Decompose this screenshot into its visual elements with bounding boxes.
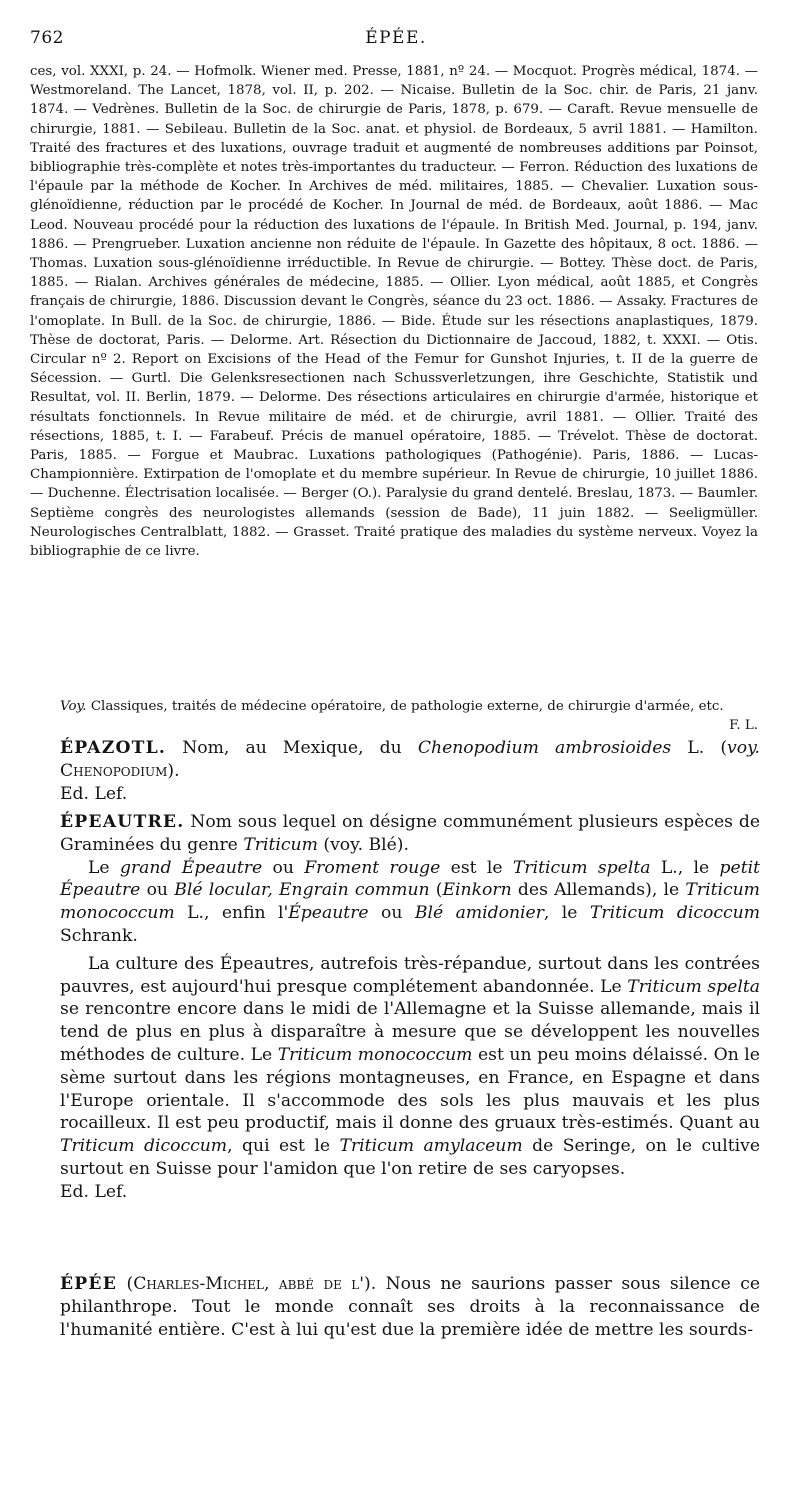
- p2-l: Einkorn: [442, 880, 512, 901]
- p2-k: (: [435, 880, 443, 901]
- p3-d: Triticum monococcum: [277, 1044, 473, 1065]
- p2-j: Blé locular, Engrain commun: [174, 880, 430, 901]
- p3-h: Triticum amylaceum: [339, 1136, 523, 1157]
- p2-a: Le: [88, 857, 110, 878]
- entry-epee: [60, 1273, 760, 1341]
- p2-h: petit Épeautre: [60, 857, 761, 901]
- p2-o: L., enfin l': [187, 903, 289, 924]
- p2-m: des Allemands), le: [517, 880, 680, 901]
- epazotl-paragraph: [60, 737, 760, 783]
- headword-epeautre: ÉPEAUTRE.: [60, 812, 185, 832]
- headword-epee: ÉPÉE: [60, 1274, 118, 1294]
- p2-d: Froment rouge: [304, 857, 441, 878]
- epee-paragraph: [60, 1273, 760, 1341]
- p3-f: Triticum dicoccum: [60, 1136, 228, 1157]
- p2-t: Triticum dicoccum: [589, 903, 760, 924]
- p2-f: Triticum spelta: [512, 857, 651, 878]
- bibliography-signature: F. L.: [729, 718, 758, 734]
- bibliography-voy: [30, 697, 758, 735]
- epazotl-ref: Chenopodium: [60, 760, 168, 781]
- p2-g: L., le: [660, 857, 710, 878]
- epeautre-p1-genus: Triticum: [243, 834, 318, 855]
- epazotl-voy: voy.: [727, 738, 760, 758]
- epeautre-p1-text: Nom sous lequel on désigne communément plusieurs espèces de Graminées du genre: [60, 812, 760, 855]
- p3-i: de Seringe, on le cultive surtout en Suisse pour l'amidon que l'on retire de ses caryopses.: [60, 1136, 760, 1179]
- p2-i: ou: [146, 880, 168, 901]
- epee-text: Nous ne saurions passer sous silence ce philanthrope. Tout le monde connaît ses droits à la reconnaissance de l'humanité entière. C'est à lui qu'est due la première idée de mettre les sourds-: [60, 1274, 760, 1340]
- bibliography-block: ces, vol. XXXI, p. 24. — Hofmolk. Wiener med. Presse, 1881, nº 24. — Mocquot. Progrès médical, 1874. — Westmoreland. The Lancet, 1878, vol. II, p. 202. — Nicaise. Bulletin de la Soc. chir. de Paris, 21 janv. 1874. — Vedrènes. Bulletin de la Soc. de chirurgie de Paris, 1878, p. 679. — Caraft. Revue mensuelle de chirurgie, 1881. — Sebileau. Bulletin de la Soc. anat. et physiol. de Bordeaux, 5 avril 1881. — Hamilton. Traité des fractures et des luxations, ouvrage traduit et augmenté de nombreuses additions par Poinsot, bibliographie très-complète et notes très-importantes du traducteur. — Ferron. Réduction des luxations de l'épaule par la méthode de Kocher. In Archives de méd. militaires, 1885. — Chevalier. Luxation sous-glénoïdienne, réduction par le procédé de Kocher. In Journal de méd. de Bordeaux, août 1886. — Mac Leod. Nouveau procédé pour la réduction des luxations de l'épaule. In British Med. Journal, p. 194, janv. 1886. — Prengrueber. Luxation ancienne non réduite de l'épaule. In Gazette des hôpitaux, 8 oct. 1886. — Thomas. Luxation sous-glénoïdienne irréductible. In Revue de chirurgie. — Bottey. Thèse doct. de Paris, 1885. — Rialan. Archives générales de médecine, 1885. — Ollier. Lyon médical, août 1885, et Congrès français de chirurgie, 1886. Discussion devant le Congrès, séance du 23 oct. 1886. — Assaky. Fractures de l'omoplate. In Bull. de la Soc. de chirurgie, 1886. — Bide. Étude sur les résections anaplastiques, 1879. Thèse de doctorat, Paris. — Delorme. Art. Résection du Dictionnaire de Jaccoud, 1882, t. XXXI. — Otis. Circular nº 2. Report on Excisions of the Head of the Femur for Gunshot Injuries, t. II de la guerre de Sécession. — Gurtl. Die Gelenksresectionen nach Schussverletzungen, ihre Geschichte, Statistik und Resultat, vol. II. Berlin, 1879. — Delorme. Des résections articulaires en chirurgie d'armée, historique et résultats fonctionnels. In Revue militaire de méd. et de chirurgie, avril 1881. — Ollier. Traité des résections, 1885, t. I. — Farabeuf. Précis de manuel opératoire, 1885. — Trévelot. Thèse de doctorat. Paris, 1885. — Forgue et Maubrac. Luxations pathologiques (Pathogénie). Paris, 1886. — Lucas-Championnière. Extirpation de l'omoplate et du membre supérieur. In Revue de chirurgie, 10 juillet 1886. — Duchenne. Électrisation localisée. — Berger (O.). Paralysie du grand dentelé. Breslau, 1873. — Baumler. Septième congrès des neurologistes allemands (session de Bade), 11 juin 1882. — Seeligmüller. Neurologisches Centralblatt, 1882. — Grasset. Traité pratique des maladies du système nerveux. Voyez la bibliographie de ce livre.: [30, 64, 758, 560]
- p3-a: La culture des Épeautres, autrefois très-répandue, surtout dans les contrées pauvres, est aujourd'hui presque complétement abandonnée. Le: [60, 953, 760, 997]
- p3-b: Triticum spelta: [627, 976, 761, 997]
- epeautre-paragraph-1: [60, 811, 760, 857]
- epazotl-text-3: ).: [167, 760, 180, 781]
- p2-c: ou: [272, 857, 294, 878]
- entry-epazotl: [60, 737, 760, 805]
- p2-q: ou: [381, 903, 403, 924]
- p2-n: Triticum monococcum: [60, 880, 760, 924]
- voy-text: Classiques, traités de médecine opératoire, de pathologie externe, de chirurgie d'armée, etc.: [90, 699, 724, 714]
- epeautre-signature: Ed. Lef.: [60, 1181, 128, 1202]
- p3-c: se rencontre encore dans le midi de l'Allemagne et la Suisse allemande, mais il tend de plus en plus à disparaître à mesure que se développent les nouvelles méthodes de culture. Le: [60, 999, 760, 1065]
- epazotl-signature: Ed. Lef.: [60, 783, 128, 804]
- p3-g: , qui est le: [227, 1136, 331, 1157]
- p2-p: Épeautre: [288, 903, 369, 924]
- p2-u: Schrank.: [60, 925, 138, 946]
- epazotl-text-1: Nom, au Mexique, du: [182, 738, 402, 758]
- epee-parenthetical: (Charles-Michel, abbé de l').: [126, 1274, 377, 1294]
- voy-label: Voy.: [60, 699, 87, 714]
- running-head: [30, 28, 762, 54]
- p2-s: , le: [543, 903, 578, 924]
- page-number: 762: [30, 28, 64, 48]
- entry-epeautre: [60, 811, 760, 1204]
- running-title: ÉPÉE.: [365, 28, 427, 48]
- headword-epazotl: ÉPAZOTL.: [60, 738, 167, 758]
- epazotl-latin: Chenopodium ambrosioides: [417, 738, 672, 758]
- epazotl-text-2: L. (: [687, 738, 728, 758]
- epeautre-paragraph-2: [60, 857, 760, 948]
- p3-e: est un peu moins délaissé. On le sème surtout dans les régions montagneuses, en France, en Espagne et dans l'Europe orientale. Il s'accommode des sols les plus mauvais et les plus rocailleux. Il est peu productif, mais il donne des gruaux très-estimés. Quant au: [60, 1044, 760, 1134]
- p2-r: Blé amidonier: [414, 903, 544, 924]
- p2-b: grand Épeautre: [119, 857, 263, 878]
- epeautre-p1-voy: (voy. Blé).: [323, 834, 409, 855]
- epeautre-paragraph-3: [60, 953, 760, 1181]
- p2-e: est le: [450, 857, 503, 878]
